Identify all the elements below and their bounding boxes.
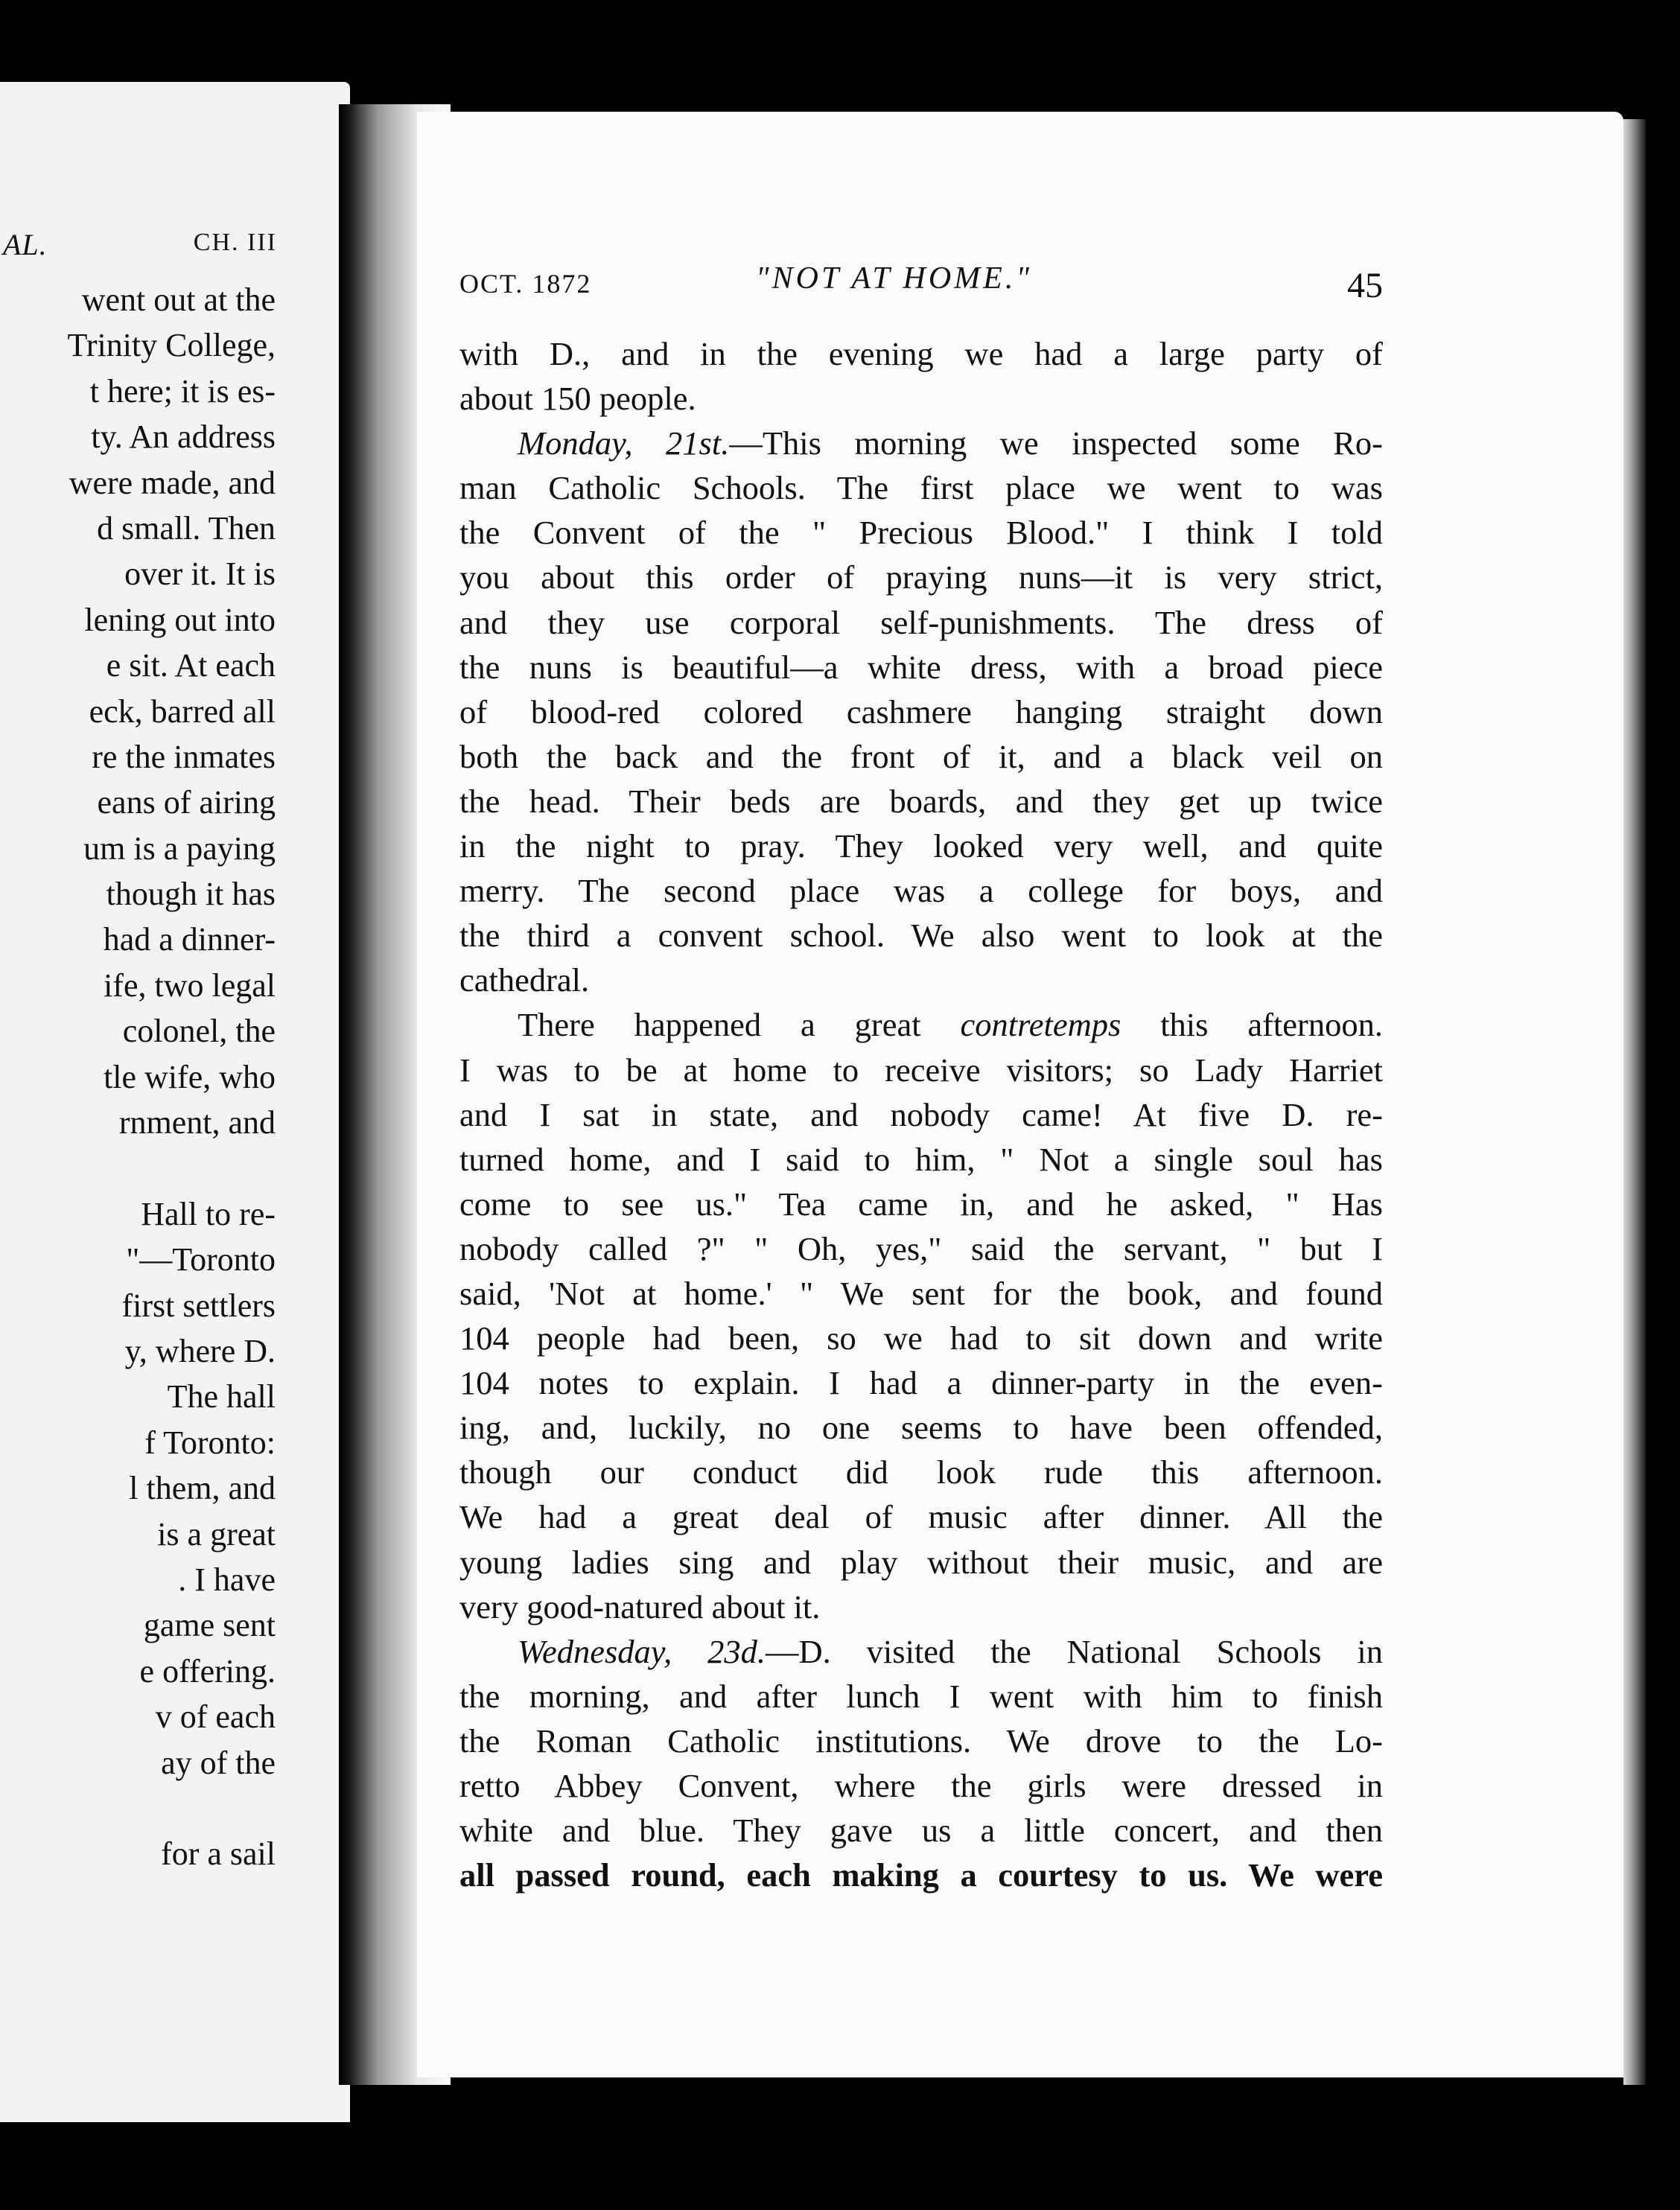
line-text: this afternoon.: [1121, 1006, 1383, 1044]
left-text-line: were made, and: [69, 464, 276, 501]
line-text: of blood-red colored cashmere hanging straight down: [459, 692, 1383, 730]
line-text: 104 notes to explain. I had a dinner-party in the even-: [459, 1364, 1383, 1402]
line-text: the third a convent school. We also went to look at the: [459, 917, 1383, 955]
line-text: the Roman Catholic institutions. We drove to the Lo-: [459, 1722, 1383, 1760]
left-text-line: eck, barred all: [89, 692, 276, 730]
text-line: [459, 1763, 1383, 1808]
text-line: [459, 1629, 1383, 1674]
left-text-line: re the inmates: [92, 738, 276, 775]
header-date: OCT. 1872: [459, 269, 592, 299]
text-line: [459, 1450, 1383, 1494]
text-line: [459, 1585, 1383, 1629]
left-page-text: [0, 277, 276, 1877]
line-text: said, 'Not at home.' " We sent for the book, and found: [459, 1274, 1383, 1312]
text-line: [459, 510, 1383, 555]
line-text: ing, and, luckily, no one seems to have been offended,: [459, 1409, 1383, 1447]
left-text-line: over it. It is: [124, 555, 276, 593]
line-text: retto Abbey Convent, where the girls were dressed in: [459, 1767, 1383, 1804]
left-text-line: e sit. At each: [106, 647, 276, 684]
left-text-line: Trinity College,: [67, 327, 276, 364]
line-text: white and blue. They gave us a little concert, and then: [459, 1812, 1383, 1850]
text-line: [459, 1092, 1383, 1137]
line-text: in the night to pray. They looked very well, and quite: [459, 827, 1383, 865]
italic-text: contretemps: [960, 1006, 1121, 1044]
line-text: and they use corporal self-punishments. The dress of: [459, 603, 1383, 641]
text-line: [459, 1360, 1383, 1405]
left-text-line: for a sail: [161, 1835, 276, 1873]
left-text-line: tle wife, who: [104, 1058, 276, 1095]
text-line: [459, 555, 1383, 599]
text-line: [459, 779, 1383, 824]
text-line: [459, 1137, 1383, 1182]
left-text-line: ty. An address: [91, 418, 276, 456]
left-text-line: l them, and: [129, 1470, 276, 1507]
left-text-line: game sent: [143, 1607, 276, 1644]
text-line: [459, 1002, 1383, 1047]
left-text-line: um is a paying: [83, 829, 276, 867]
text-line: [459, 600, 1383, 645]
text-line: [459, 421, 1383, 465]
text-line: [459, 331, 1383, 376]
text-line: [459, 690, 1383, 734]
left-text-line: ay of the: [161, 1744, 276, 1781]
left-text-line: had a dinner-: [103, 921, 276, 958]
line-text: —D. visited the National Schools in: [766, 1632, 1383, 1670]
text-line: [459, 1540, 1383, 1585]
page-edge-shadow: [1623, 119, 1646, 2085]
text-line: [459, 1048, 1383, 1092]
page-number: 45: [1347, 266, 1383, 305]
text-line: [459, 376, 1383, 421]
text-line: [459, 824, 1383, 868]
line-text: the morning, and after lunch I went with him to finish: [459, 1677, 1383, 1715]
text-line: [459, 1271, 1383, 1316]
left-text-line: ife, two legal: [104, 967, 276, 1004]
line-text: 104 people had been, so we had to sit down and write: [459, 1319, 1383, 1357]
line-text: We had a great deal of music after dinner. All the: [459, 1498, 1383, 1536]
text-line: [459, 1719, 1383, 1763]
left-text-line: went out at the: [81, 281, 276, 318]
body-text: [459, 331, 1383, 1897]
text-line: [459, 1808, 1383, 1853]
line-text: the nuns is beautiful—a white dress, with a broad piece: [459, 648, 1383, 686]
line-text: with D., and in the evening we had a large party of: [459, 335, 1383, 372]
left-text-line: y, where D.: [124, 1332, 276, 1369]
left-text-line: lening out into: [84, 601, 276, 638]
line-text: young ladies sing and play without their music, and are: [459, 1543, 1383, 1581]
text-line: [459, 1405, 1383, 1450]
line-text: both the back and the front of it, and a black veil on: [459, 737, 1383, 775]
text-line: [459, 1674, 1383, 1719]
left-text-line: "—Toronto: [126, 1241, 276, 1278]
line-text: cathedral.: [459, 961, 590, 999]
line-text: nobody called ?" " Oh, yes," said the servant, " but I: [459, 1229, 1383, 1267]
line-text: the head. Their beds are boards, and they get up twice: [459, 782, 1383, 820]
left-text-line: f Toronto:: [144, 1424, 276, 1461]
line-text: man Catholic Schools. The first place we went to was: [459, 469, 1383, 507]
line-text: though our conduct did look rude this afternoon.: [459, 1453, 1383, 1491]
left-header-title: AL.: [3, 228, 48, 261]
left-text-line: Hall to re-: [141, 1195, 276, 1232]
left-text-line: is a great: [157, 1515, 276, 1553]
running-header: [459, 261, 1383, 313]
left-page: [0, 82, 350, 2122]
line-text: the Convent of the " Precious Blood." I think I told: [459, 514, 1383, 552]
italic-text: Monday, 21st.: [518, 424, 730, 462]
line-text: and I sat in state, and nobody came! At five D. re-: [459, 1095, 1383, 1133]
italic-text: Wednesday, 23d.: [518, 1632, 766, 1670]
left-text-line: eans of airing: [97, 784, 276, 821]
text-line: [459, 868, 1383, 913]
line-text: come to see us." Tea came in, and he asked, " Has: [459, 1185, 1383, 1223]
line-text: I was to be at home to receive visitors; so Lady Harriet: [459, 1051, 1383, 1089]
line-text: turned home, and I said to him, " Not a single soul has: [459, 1140, 1383, 1178]
line-text: about 150 people.: [459, 380, 696, 418]
line-text: —This morning we inspected some Ro-: [729, 424, 1383, 462]
line-text: merry. The second place was a college for boys, and: [459, 872, 1383, 910]
left-text-line: though it has: [106, 876, 276, 913]
left-text-line: colonel, the: [122, 1013, 276, 1050]
left-text-line: . I have: [178, 1561, 276, 1598]
left-text-line: The hall: [167, 1378, 276, 1416]
text-line: [459, 1853, 1383, 1897]
text-line: [459, 1182, 1383, 1226]
text-line: [459, 1494, 1383, 1539]
left-text-line: v of each: [155, 1698, 276, 1736]
text-line: [459, 913, 1383, 958]
left-running-header: [0, 227, 343, 272]
left-text-line: d small. Then: [97, 509, 276, 547]
left-text-line: [0, 1145, 276, 1191]
text-line: [459, 1316, 1383, 1360]
left-text-line: rnment, and: [118, 1104, 276, 1141]
text-line: [459, 465, 1383, 510]
left-text-line: e offering.: [139, 1652, 276, 1690]
left-text-line: first settlers: [121, 1287, 276, 1324]
line-text: you about this order of praying nuns—it is very strict,: [459, 558, 1383, 596]
text-line: [459, 645, 1383, 690]
text-line: [459, 734, 1383, 779]
header-title: "NOT AT HOME.": [756, 261, 1032, 296]
line-text: very good-natured about it.: [459, 1588, 821, 1625]
line-text: all passed round, each making a courtesy to us. We were: [459, 1856, 1383, 1894]
text-line: [459, 958, 1383, 1002]
left-header-chapter: CH. III: [193, 229, 277, 256]
text-line: [459, 1226, 1383, 1271]
left-text-line: [0, 1786, 276, 1831]
left-text-line: t here; it is es-: [89, 372, 276, 410]
line-text: There happened a great: [518, 1006, 961, 1044]
